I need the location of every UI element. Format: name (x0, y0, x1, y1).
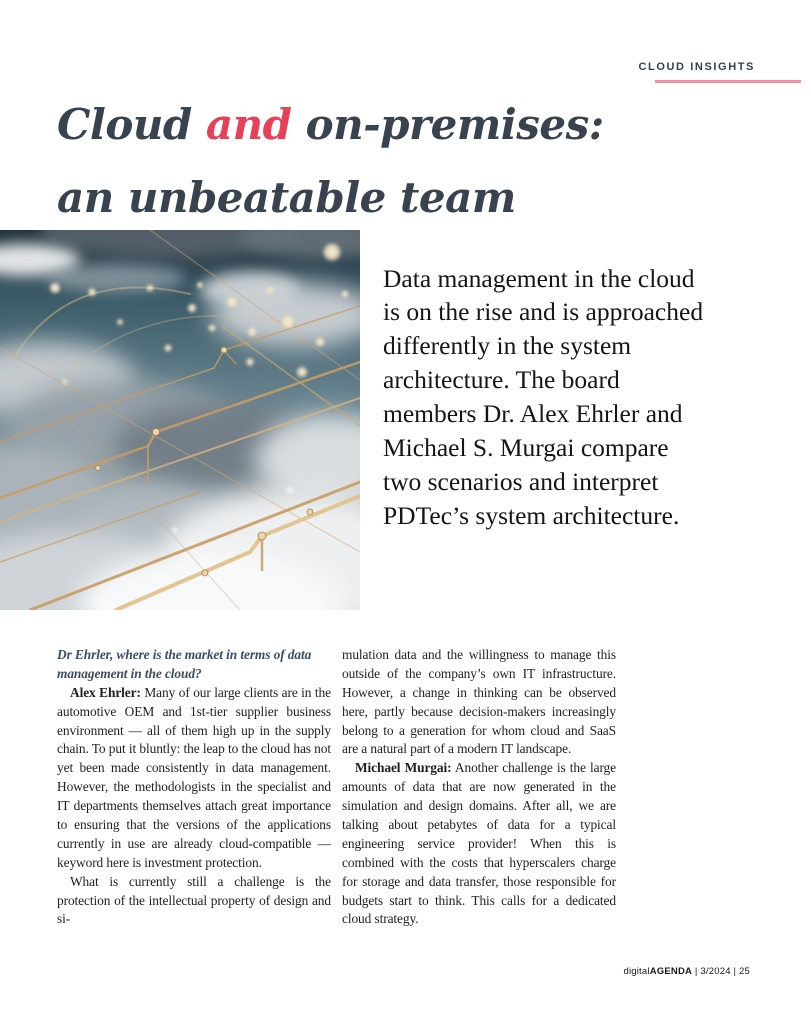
answer-text: Another challenge is the large amounts of data that are now generated in the simulation and design domains. After all, we are talking about petabytes of data for a typical engineering service provider! When this is combined with the costs that hyperscalers charge for storage and data transfer, those responsible for budgets start to think. This calls for a dedicated cloud strategy. (342, 760, 616, 927)
issue-and-page-number: | 3/2024 | 25 (692, 966, 750, 977)
interview-question: Dr Ehrler, where is the market in terms of data management in the cloud? (57, 647, 312, 681)
hero-image (0, 230, 360, 610)
article-column-2 (342, 646, 616, 929)
magazine-brand-bold: AGENDA (649, 966, 693, 977)
article-column-1 (57, 646, 331, 929)
interview-answer-paragraph: mulation data and the willingness to manage this outside of the company’s own IT infrastructure. However, a change in thinking can be observed here, partly because decision-makers increasingly belong to a generation for whom cloud and SaaS are a natural part of a modern IT landscape. (342, 647, 616, 757)
speaker-name: Alex Ehrler: (70, 684, 141, 700)
headline-accent-word: and (205, 100, 292, 149)
kicker-underline-rule (655, 80, 801, 83)
magazine-brand-light: digital (623, 966, 650, 977)
headline-line-2: an unbeatable team (57, 173, 516, 222)
interview-answer-paragraph (342, 759, 616, 929)
section-kicker: CLOUD INSIGHTS (638, 61, 755, 73)
page-folio (623, 966, 750, 977)
article-headline (57, 88, 697, 234)
interview-answer-paragraph (57, 684, 331, 873)
answer-text: Many of our large clients are in the automotive OEM and 1st-tier supplier business environment — all of them high up in the supply chain. To put it bluntly: the leap to the cloud has not yet been made consistently in data management. However, the methodologists in the specialist and IT departments themselves attach great importance to ensuring that the versions of the applications currently in use are already cloud-compatible — keyword here is investment protection. (57, 684, 331, 870)
speaker-name: Michael Murgai: (355, 760, 452, 776)
headline-line-1 (57, 88, 697, 161)
cloud-circuit-illustration (0, 230, 360, 610)
article-standfirst: Data management in the cloud is on the rise and is approached differently in the system architecture. The board members Dr. Alex Ehrler and Michael S. Murgai compare two scenarios and interpret PDTec’s system architecture. (383, 263, 704, 530)
headline-text: Cloud (57, 100, 206, 149)
interview-answer-paragraph: What is currently still a challenge is the protection of the intellectual property of design and si- (57, 873, 331, 927)
headline-text: on-premises: (291, 100, 604, 149)
